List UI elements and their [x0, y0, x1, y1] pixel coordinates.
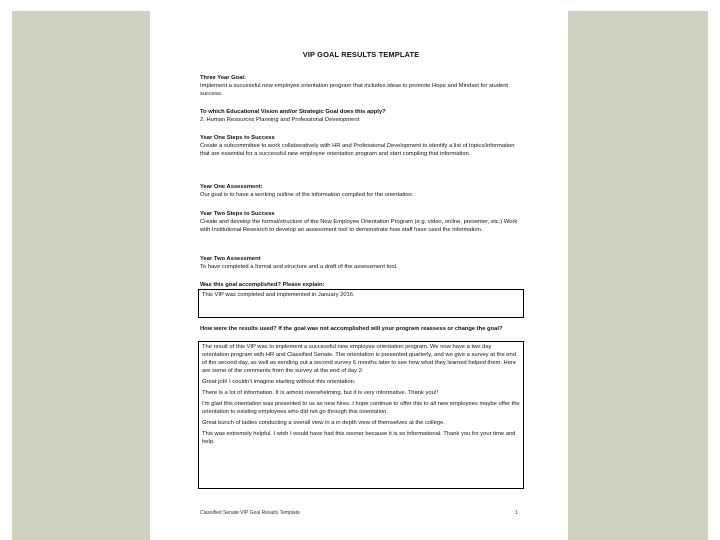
- results-comment: This was extremely helpful. I wish I would have had this sooner because it is so informational. Thank you for your time and help.: [202, 431, 516, 445]
- year-two-steps-section: [200, 210, 520, 234]
- results-question: [200, 325, 520, 333]
- document-page: [186, 36, 536, 526]
- results-comment: I'm glad this orientation was presented to us as new hires. I hope continue to offer this to all new employees maybe offer the orientation to existing employees who did not go through this orientation.: [202, 401, 520, 415]
- results-paragraph: The result of this VIP was to implement a successful new employee orientation program. We now have a two day orientation program with HR and Classified Senate. The orientation is presented quarterly, and we give a survey at the end of the second day, as well as sending out a second survey 6 months later to see how what they learned helped them. Here are some of the comments from the survey at the end of day 2:: [202, 344, 517, 374]
- results-comment: Great bunch of ladies conducting a overall view in a in depth view of themselves at the college.: [202, 420, 445, 426]
- year-one-assessment-section: [200, 183, 520, 199]
- results-answer-box: [198, 341, 524, 489]
- year-two-assessment-section: [200, 255, 520, 271]
- right-side-panel: [568, 11, 708, 540]
- year-two-steps-label: Year Two Steps to Success: [200, 211, 275, 217]
- footer-page-number: 1: [515, 510, 518, 516]
- year-two-steps-text: Create and develop the format/structure of the New Employee Orientation Program (e.g. video, online, presenter, etc.) Work with Institutional Research to develop an assessment tool to demonstrate how staff have used the information.: [200, 219, 518, 233]
- strategic-goal-text: 2. Human Resources Planning and Professional Development: [200, 117, 360, 123]
- year-one-assessment-text: Our goal is to have a working outline of the information compiled for the orientation.: [200, 192, 414, 198]
- three-year-goal-label: Three Year Goal:: [200, 75, 246, 81]
- results-comment: Great job! I couldn't imagine starting without this orientation.: [202, 379, 356, 385]
- year-one-steps-label: Year One Steps to Success: [200, 135, 275, 141]
- year-one-steps-text: Create a subcommittee to work collaboratively with HR and Professional Development to identify a list of topics/information that are essential for a successful new employee orientation program and start compiling that information.: [200, 143, 515, 157]
- strategic-goal-label: To which Educational Vision and/or Strategic Goal does this apply?: [200, 109, 386, 115]
- left-side-panel: [12, 11, 150, 540]
- accomplished-question: [200, 281, 520, 289]
- year-two-assessment-label: Year Two Assessment: [200, 256, 261, 262]
- accomplished-answer-box: [198, 289, 524, 318]
- year-one-steps-section: [200, 134, 520, 158]
- year-one-assessment-label: Year One Assessment:: [200, 184, 263, 190]
- strategic-goal-section: [200, 108, 520, 124]
- document-title: VIP GOAL RESULTS TEMPLATE: [302, 50, 420, 59]
- year-two-assessment-text: To have completed a format and structure and a draft of the assessment tool.: [200, 264, 398, 270]
- footer-template-name: Classified Senate VIP Goal Results Template: [200, 510, 300, 516]
- three-year-goal-section: [200, 74, 520, 98]
- accomplished-answer: This VIP was completed and implemented in January 2016.: [202, 292, 355, 298]
- accomplished-label: Was this goal accomplished? Please explain:: [200, 282, 325, 288]
- results-label: How were the results used? If the goal was not accomplished will your program reassess or change the goal?: [200, 326, 503, 332]
- results-comment: There is a lot of information. It is almost overwhelming, but it is very informative. Thank you!!: [202, 390, 439, 396]
- three-year-goal-text: Implement a successful new employee orientation program that includes ideas to promote Hope and Mindset for student success.: [200, 83, 509, 97]
